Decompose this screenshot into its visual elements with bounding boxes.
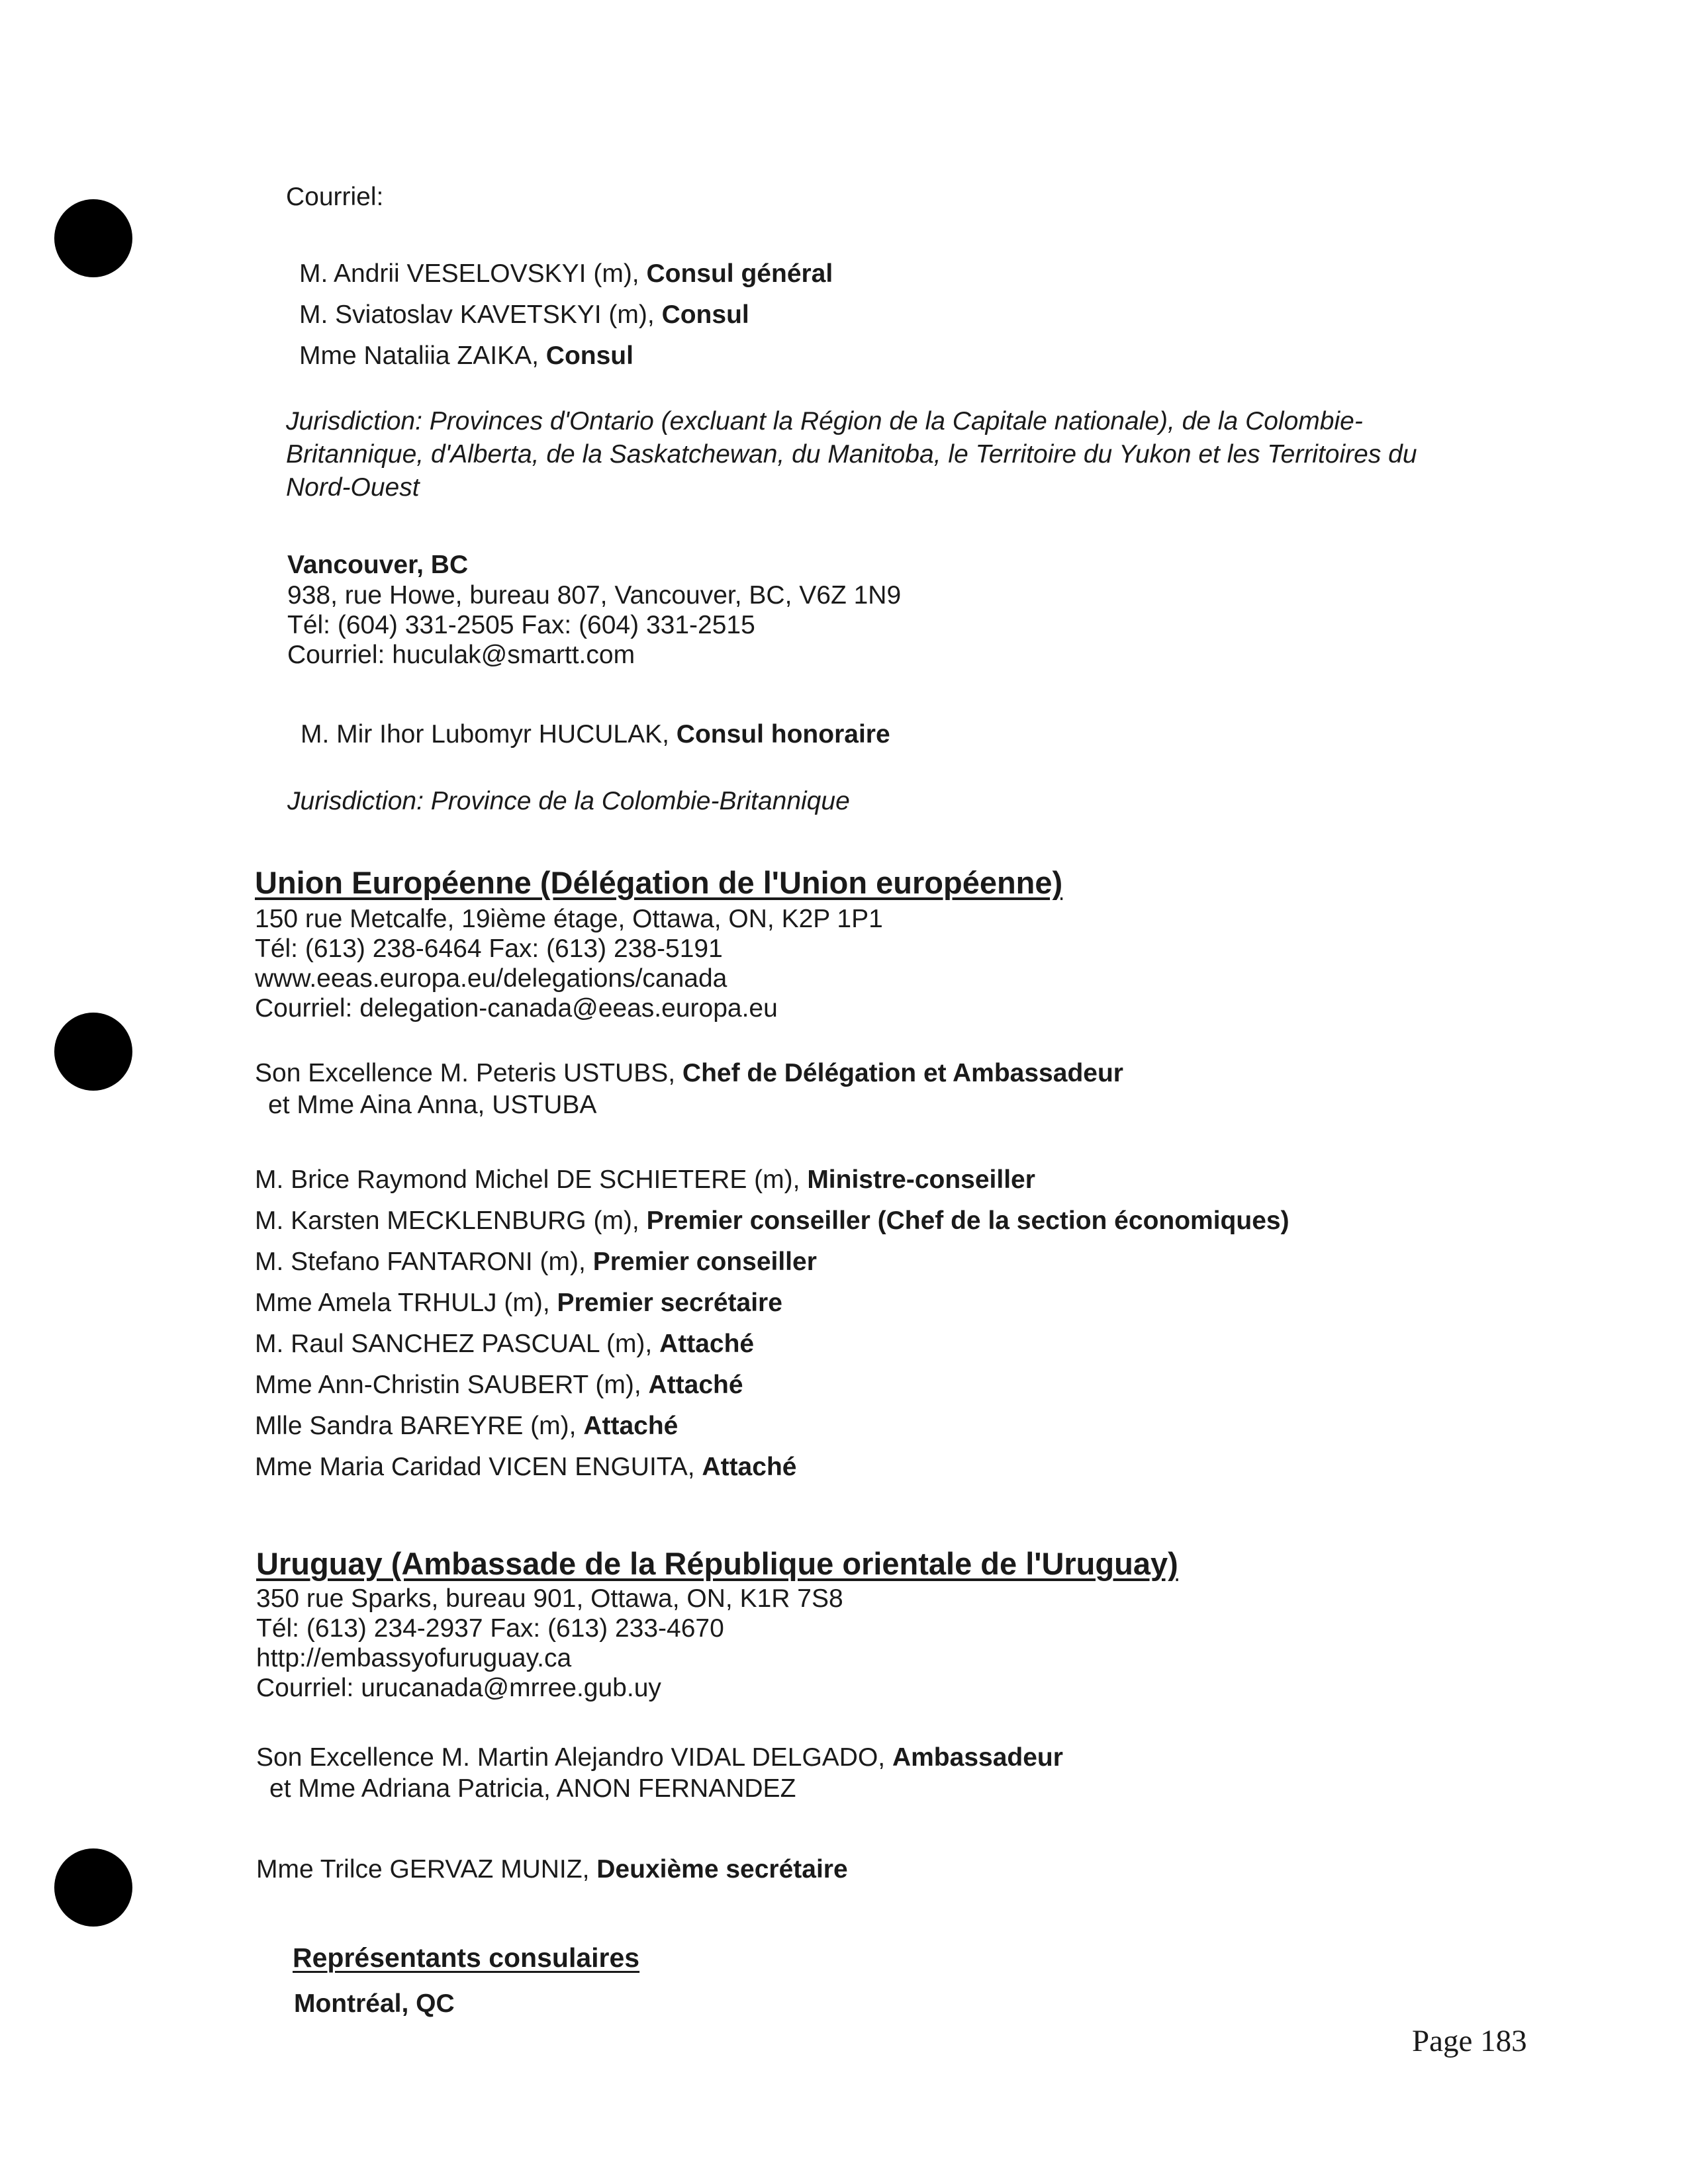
address: 350 rue Sparks, bureau 901, Ottawa, ON, K1R 7S8 — [256, 1584, 843, 1613]
staff-line — [255, 1411, 678, 1441]
page-number: Page 183 — [1412, 2024, 1527, 2058]
staff-name: M. Sviatoslav KAVETSKYI (m), — [299, 300, 662, 329]
head-name: Son Excellence M. Martin Alejandro VIDAL DELGADO, — [256, 1743, 892, 1772]
staff-title: Consul honoraire — [676, 720, 890, 749]
consulate-address: 938, rue Howe, bureau 807, Vancouver, BC, V6Z 1N9 — [287, 581, 902, 610]
staff-title: Ministre-conseiller — [807, 1165, 1035, 1194]
staff-title: Consul général — [646, 259, 833, 288]
staff-line — [255, 1206, 1289, 1236]
punch-hole-bottom — [54, 1848, 132, 1927]
staff-line — [299, 300, 749, 330]
staff-name: Mme Amela TRHULJ (m), — [255, 1289, 557, 1317]
staff-name: M. Raul SANCHEZ PASCUAL (m), — [255, 1330, 660, 1358]
head-title: Chef de Délégation et Ambassadeur — [682, 1059, 1123, 1087]
jurisdiction-text: Jurisdiction: Provinces d'Ontario (excluant la Région de la Capitale nationale), de la Colombie-Britannique, d'Alberta, de la Saskatchewan, du Manitoba, le Territoire du Yukon et les Territoires du Nord-Ouest — [286, 407, 1417, 502]
consular-heading: Représentants consulaires — [293, 1942, 640, 1973]
staff-title: Attaché — [583, 1412, 679, 1440]
staff-title: Premier secrétaire — [557, 1289, 782, 1317]
consulate-email: Courriel: huculak@smartt.com — [287, 641, 635, 669]
staff-name: Mme Ann-Christin SAUBERT (m), — [255, 1371, 649, 1399]
staff-name: Mme Nataliia ZAIKA, — [299, 341, 546, 370]
staff-line — [256, 1854, 848, 1885]
staff-name: M. Karsten MECKLENBURG (m), — [255, 1206, 647, 1235]
staff-line — [255, 1329, 754, 1359]
staff-title: Premier conseiller — [592, 1248, 817, 1276]
staff-line — [255, 1165, 1035, 1195]
address: 150 rue Metcalfe, 19ième étage, Ottawa, ON, K2P 1P1 — [255, 905, 883, 933]
spouse: et Mme Adriana Patricia, ANON FERNANDEZ — [269, 1774, 796, 1803]
staff-name: M. Brice Raymond Michel DE SCHIETERE (m), — [255, 1165, 808, 1194]
section-heading-uruguay: Uruguay (Ambassade de la République orientale de l'Uruguay) — [256, 1546, 1178, 1581]
consulate-phone: Tél: (604) 331-2505 Fax: (604) 331-2515 — [287, 611, 755, 639]
website: http://embassyofuruguay.ca — [256, 1644, 572, 1672]
jurisdiction-text: Jurisdiction: Province de la Colombie-Britannique — [287, 787, 850, 815]
spouse: et Mme Aina Anna, USTUBA — [268, 1091, 597, 1119]
phone: Tél: (613) 238-6464 Fax: (613) 238-5191 — [255, 934, 723, 963]
staff-title: Attaché — [659, 1330, 755, 1358]
website: www.eeas.europa.eu/delegations/canada — [255, 964, 727, 993]
staff-name: M. Stefano FANTARONI (m), — [255, 1248, 593, 1276]
staff-line — [299, 341, 633, 371]
staff-title: Deuxième secrétaire — [596, 1855, 848, 1884]
head-name: Son Excellence M. Peteris USTUBS, — [255, 1059, 682, 1087]
staff-title: Consul — [545, 341, 633, 370]
staff-title: Attaché — [648, 1371, 743, 1399]
staff-name: Mme Trilce GERVAZ MUNIZ, — [256, 1855, 597, 1884]
staff-name: M. Andrii VESELOVSKYI (m), — [299, 259, 647, 288]
staff-title: Consul — [661, 300, 749, 329]
staff-line — [255, 1370, 743, 1400]
staff-line — [255, 1247, 817, 1277]
staff-line — [301, 719, 890, 750]
staff-name: M. Mir Ihor Lubomyr HUCULAK, — [301, 720, 677, 749]
staff-name: Mme Maria Caridad VICEN ENGUITA, — [255, 1453, 702, 1481]
staff-line — [255, 1452, 796, 1482]
courriel-label: Courriel: — [286, 183, 384, 211]
punch-hole-top — [54, 199, 132, 277]
section-heading-eu: Union Européenne (Délégation de l'Union européenne) — [255, 865, 1063, 900]
staff-line — [255, 1288, 782, 1318]
email: Courriel: delegation-canada@eeas.europa.eu — [255, 994, 778, 1023]
staff-title: Premier conseiller (Chef de la section économiques) — [646, 1206, 1289, 1235]
staff-name: Mlle Sandra BAREYRE (m), — [255, 1412, 584, 1440]
consular-city: Montréal, QC — [294, 1989, 455, 2018]
head-of-mission — [255, 1058, 1123, 1089]
head-title: Ambassadeur — [892, 1743, 1063, 1772]
phone: Tél: (613) 234-2937 Fax: (613) 233-4670 — [256, 1614, 724, 1643]
email: Courriel: urucanada@mrree.gub.uy — [256, 1674, 661, 1702]
punch-hole-middle — [54, 1013, 132, 1091]
consulate-city: Vancouver, BC — [287, 551, 469, 579]
head-of-mission — [256, 1743, 1063, 1773]
staff-title: Attaché — [702, 1453, 797, 1481]
staff-line — [299, 259, 833, 289]
